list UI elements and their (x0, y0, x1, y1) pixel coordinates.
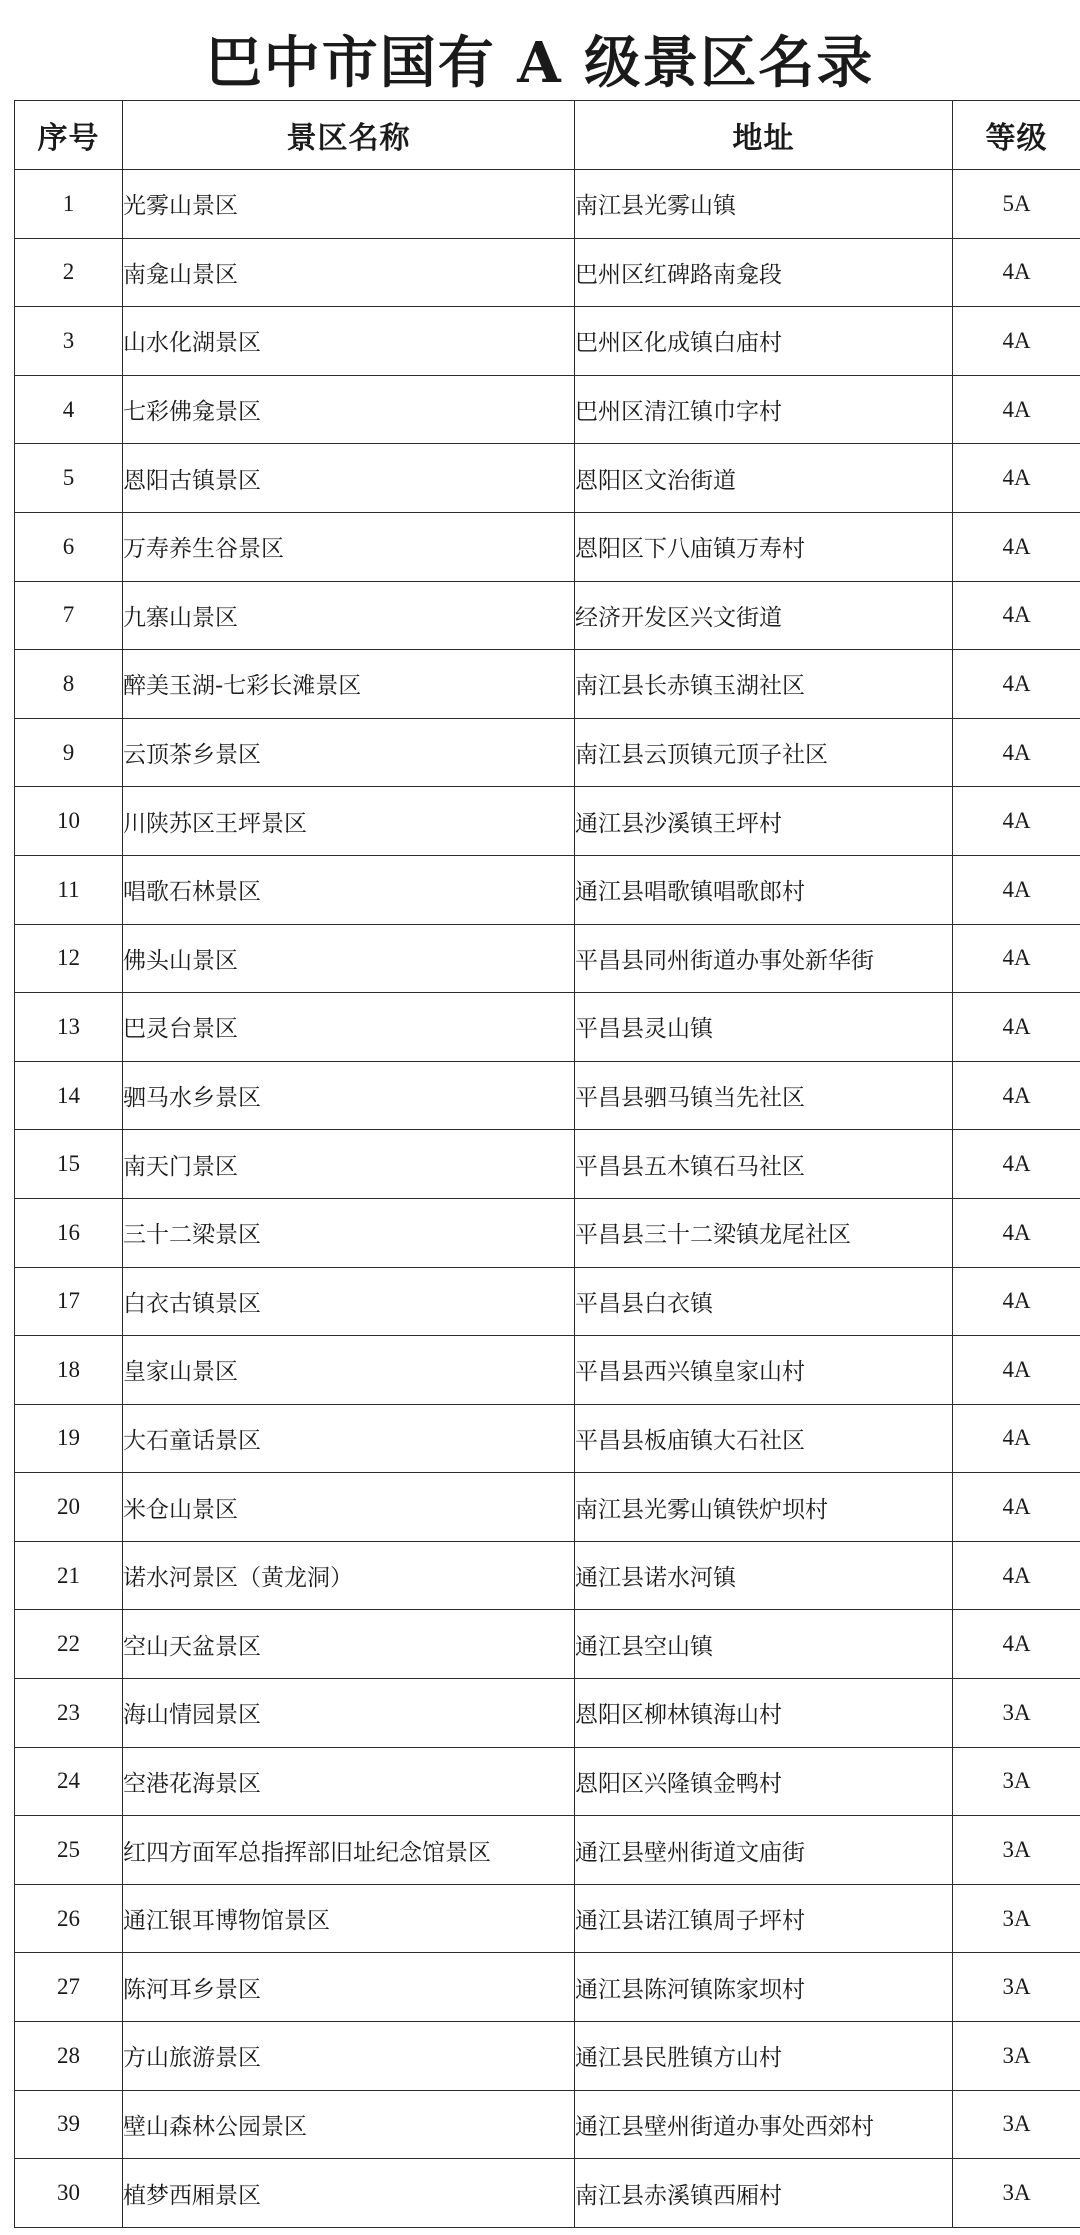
cell-level: 4A (953, 238, 1080, 307)
cell-level: 4A (953, 1061, 1080, 1130)
cell-level: 4A (953, 444, 1080, 513)
cell-address: 巴州区清江镇巾字村 (575, 375, 953, 444)
cell-name: 巴灵台景区 (123, 993, 575, 1062)
cell-no: 30 (15, 2159, 123, 2228)
scenic-area-table (14, 100, 1080, 2228)
cell-address: 南江县光雾山镇铁炉坝村 (575, 1473, 953, 1542)
header-name: 景区名称 (123, 101, 575, 170)
cell-name: 方山旅游景区 (123, 2022, 575, 2091)
cell-level: 4A (953, 1267, 1080, 1336)
cell-name: 大石童话景区 (123, 1404, 575, 1473)
cell-no: 23 (15, 1679, 123, 1748)
cell-address: 平昌县五木镇石马社区 (575, 1130, 953, 1199)
cell-no: 2 (15, 238, 123, 307)
table-row (15, 307, 1080, 376)
cell-level: 4A (953, 1404, 1080, 1473)
cell-name: 红四方面军总指挥部旧址纪念馆景区 (123, 1816, 575, 1885)
table-row (15, 1816, 1080, 1885)
cell-no: 21 (15, 1541, 123, 1610)
table-row (15, 1130, 1080, 1199)
cell-address: 通江县沙溪镇王坪村 (575, 787, 953, 856)
cell-level: 3A (953, 1679, 1080, 1748)
cell-name: 醉美玉湖-七彩长滩景区 (123, 650, 575, 719)
cell-level: 4A (953, 1336, 1080, 1405)
cell-level: 4A (953, 581, 1080, 650)
cell-level: 4A (953, 924, 1080, 993)
cell-address: 通江县诺水河镇 (575, 1541, 953, 1610)
cell-level: 4A (953, 512, 1080, 581)
cell-address: 平昌县白衣镇 (575, 1267, 953, 1336)
cell-no: 8 (15, 650, 123, 719)
cell-no: 11 (15, 855, 123, 924)
table-row (15, 375, 1080, 444)
table-row (15, 2090, 1080, 2159)
table-row (15, 1404, 1080, 1473)
cell-name: 恩阳古镇景区 (123, 444, 575, 513)
page-title: 巴中市国有 A 级景区名录 (205, 30, 875, 96)
cell-no: 7 (15, 581, 123, 650)
cell-address: 南江县云顶镇元顶子社区 (575, 718, 953, 787)
cell-address: 经济开发区兴文街道 (575, 581, 953, 650)
cell-no: 25 (15, 1816, 123, 1885)
cell-no: 26 (15, 1884, 123, 1953)
cell-level: 3A (953, 1884, 1080, 1953)
cell-name: 云顶茶乡景区 (123, 718, 575, 787)
table-row (15, 2022, 1080, 2091)
header-address: 地址 (575, 101, 953, 170)
cell-no: 15 (15, 1130, 123, 1199)
cell-level: 4A (953, 375, 1080, 444)
cell-address: 南江县赤溪镇西厢村 (575, 2159, 953, 2228)
table-row (15, 924, 1080, 993)
cell-name: 三十二梁景区 (123, 1198, 575, 1267)
cell-no: 28 (15, 2022, 123, 2091)
cell-level: 3A (953, 1747, 1080, 1816)
cell-level: 3A (953, 1953, 1080, 2022)
cell-no: 39 (15, 2090, 123, 2159)
cell-address: 平昌县同州街道办事处新华街 (575, 924, 953, 993)
cell-no: 3 (15, 307, 123, 376)
cell-name: 佛头山景区 (123, 924, 575, 993)
cell-address: 恩阳区兴隆镇金鸭村 (575, 1747, 953, 1816)
table-row (15, 512, 1080, 581)
cell-name: 空山天盆景区 (123, 1610, 575, 1679)
cell-name: 南天门景区 (123, 1130, 575, 1199)
cell-address: 平昌县灵山镇 (575, 993, 953, 1062)
table-body (15, 170, 1080, 2228)
cell-name: 七彩佛龛景区 (123, 375, 575, 444)
cell-no: 27 (15, 1953, 123, 2022)
table-row (15, 444, 1080, 513)
cell-no: 20 (15, 1473, 123, 1542)
cell-no: 4 (15, 375, 123, 444)
cell-address: 平昌县驷马镇当先社区 (575, 1061, 953, 1130)
table-row (15, 1679, 1080, 1748)
cell-address: 通江县空山镇 (575, 1610, 953, 1679)
cell-level: 4A (953, 1610, 1080, 1679)
table-row (15, 1267, 1080, 1336)
table-row (15, 1610, 1080, 1679)
cell-name: 空港花海景区 (123, 1747, 575, 1816)
cell-address: 巴州区红碑路南龛段 (575, 238, 953, 307)
cell-level: 4A (953, 1198, 1080, 1267)
cell-name: 山水化湖景区 (123, 307, 575, 376)
cell-name: 光雾山景区 (123, 170, 575, 239)
cell-level: 4A (953, 787, 1080, 856)
cell-address: 通江县陈河镇陈家坝村 (575, 1953, 953, 2022)
cell-name: 川陕苏区王坪景区 (123, 787, 575, 856)
cell-no: 18 (15, 1336, 123, 1405)
cell-level: 3A (953, 2159, 1080, 2228)
cell-name: 诺水河景区（黄龙洞） (123, 1541, 575, 1610)
cell-address: 通江县壁州街道文庙街 (575, 1816, 953, 1885)
table-row (15, 581, 1080, 650)
cell-no: 14 (15, 1061, 123, 1130)
cell-name: 白衣古镇景区 (123, 1267, 575, 1336)
cell-name: 壁山森林公园景区 (123, 2090, 575, 2159)
cell-no: 22 (15, 1610, 123, 1679)
cell-name: 驷马水乡景区 (123, 1061, 575, 1130)
cell-address: 平昌县板庙镇大石社区 (575, 1404, 953, 1473)
cell-no: 17 (15, 1267, 123, 1336)
header-no: 序号 (15, 101, 123, 170)
cell-level: 4A (953, 993, 1080, 1062)
cell-no: 6 (15, 512, 123, 581)
table-row (15, 2159, 1080, 2228)
table-row (15, 1747, 1080, 1816)
cell-no: 5 (15, 444, 123, 513)
table-header-row (15, 101, 1080, 170)
cell-address: 巴州区化成镇白庙村 (575, 307, 953, 376)
table-row (15, 1336, 1080, 1405)
cell-name: 海山情园景区 (123, 1679, 575, 1748)
cell-level: 4A (953, 718, 1080, 787)
cell-level: 4A (953, 1541, 1080, 1610)
cell-level: 4A (953, 1130, 1080, 1199)
table-row (15, 787, 1080, 856)
table-row (15, 238, 1080, 307)
cell-address: 通江县壁州街道办事处西郊村 (575, 2090, 953, 2159)
cell-address: 通江县民胜镇方山村 (575, 2022, 953, 2091)
table-row (15, 650, 1080, 719)
cell-address: 平昌县三十二梁镇龙尾社区 (575, 1198, 953, 1267)
table-row (15, 993, 1080, 1062)
cell-name: 南龛山景区 (123, 238, 575, 307)
cell-level: 3A (953, 2090, 1080, 2159)
table-row (15, 1541, 1080, 1610)
cell-level: 4A (953, 307, 1080, 376)
table-row (15, 1953, 1080, 2022)
cell-level: 4A (953, 855, 1080, 924)
cell-name: 通江银耳博物馆景区 (123, 1884, 575, 1953)
table-row (15, 1473, 1080, 1542)
table-row (15, 855, 1080, 924)
header-level: 等级 (953, 101, 1080, 170)
cell-no: 1 (15, 170, 123, 239)
cell-name: 皇家山景区 (123, 1336, 575, 1405)
cell-name: 万寿养生谷景区 (123, 512, 575, 581)
cell-no: 16 (15, 1198, 123, 1267)
cell-no: 19 (15, 1404, 123, 1473)
cell-address: 平昌县西兴镇皇家山村 (575, 1336, 953, 1405)
cell-address: 恩阳区柳林镇海山村 (575, 1679, 953, 1748)
cell-address: 南江县光雾山镇 (575, 170, 953, 239)
cell-no: 24 (15, 1747, 123, 1816)
cell-address: 南江县长赤镇玉湖社区 (575, 650, 953, 719)
cell-name: 米仓山景区 (123, 1473, 575, 1542)
cell-address: 恩阳区下八庙镇万寿村 (575, 512, 953, 581)
cell-address: 通江县唱歌镇唱歌郎村 (575, 855, 953, 924)
cell-address: 通江县诺江镇周子坪村 (575, 1884, 953, 1953)
cell-level: 5A (953, 170, 1080, 239)
cell-address: 恩阳区文治街道 (575, 444, 953, 513)
cell-level: 3A (953, 1816, 1080, 1885)
cell-name: 陈河耳乡景区 (123, 1953, 575, 2022)
cell-level: 3A (953, 2022, 1080, 2091)
cell-no: 12 (15, 924, 123, 993)
table-row (15, 1884, 1080, 1953)
cell-no: 13 (15, 993, 123, 1062)
table-row (15, 718, 1080, 787)
cell-name: 九寨山景区 (123, 581, 575, 650)
cell-level: 4A (953, 650, 1080, 719)
cell-name: 植梦西厢景区 (123, 2159, 575, 2228)
cell-no: 9 (15, 718, 123, 787)
table-row (15, 1198, 1080, 1267)
table-row (15, 170, 1080, 239)
cell-name: 唱歌石林景区 (123, 855, 575, 924)
cell-level: 4A (953, 1473, 1080, 1542)
cell-no: 10 (15, 787, 123, 856)
table-row (15, 1061, 1080, 1130)
